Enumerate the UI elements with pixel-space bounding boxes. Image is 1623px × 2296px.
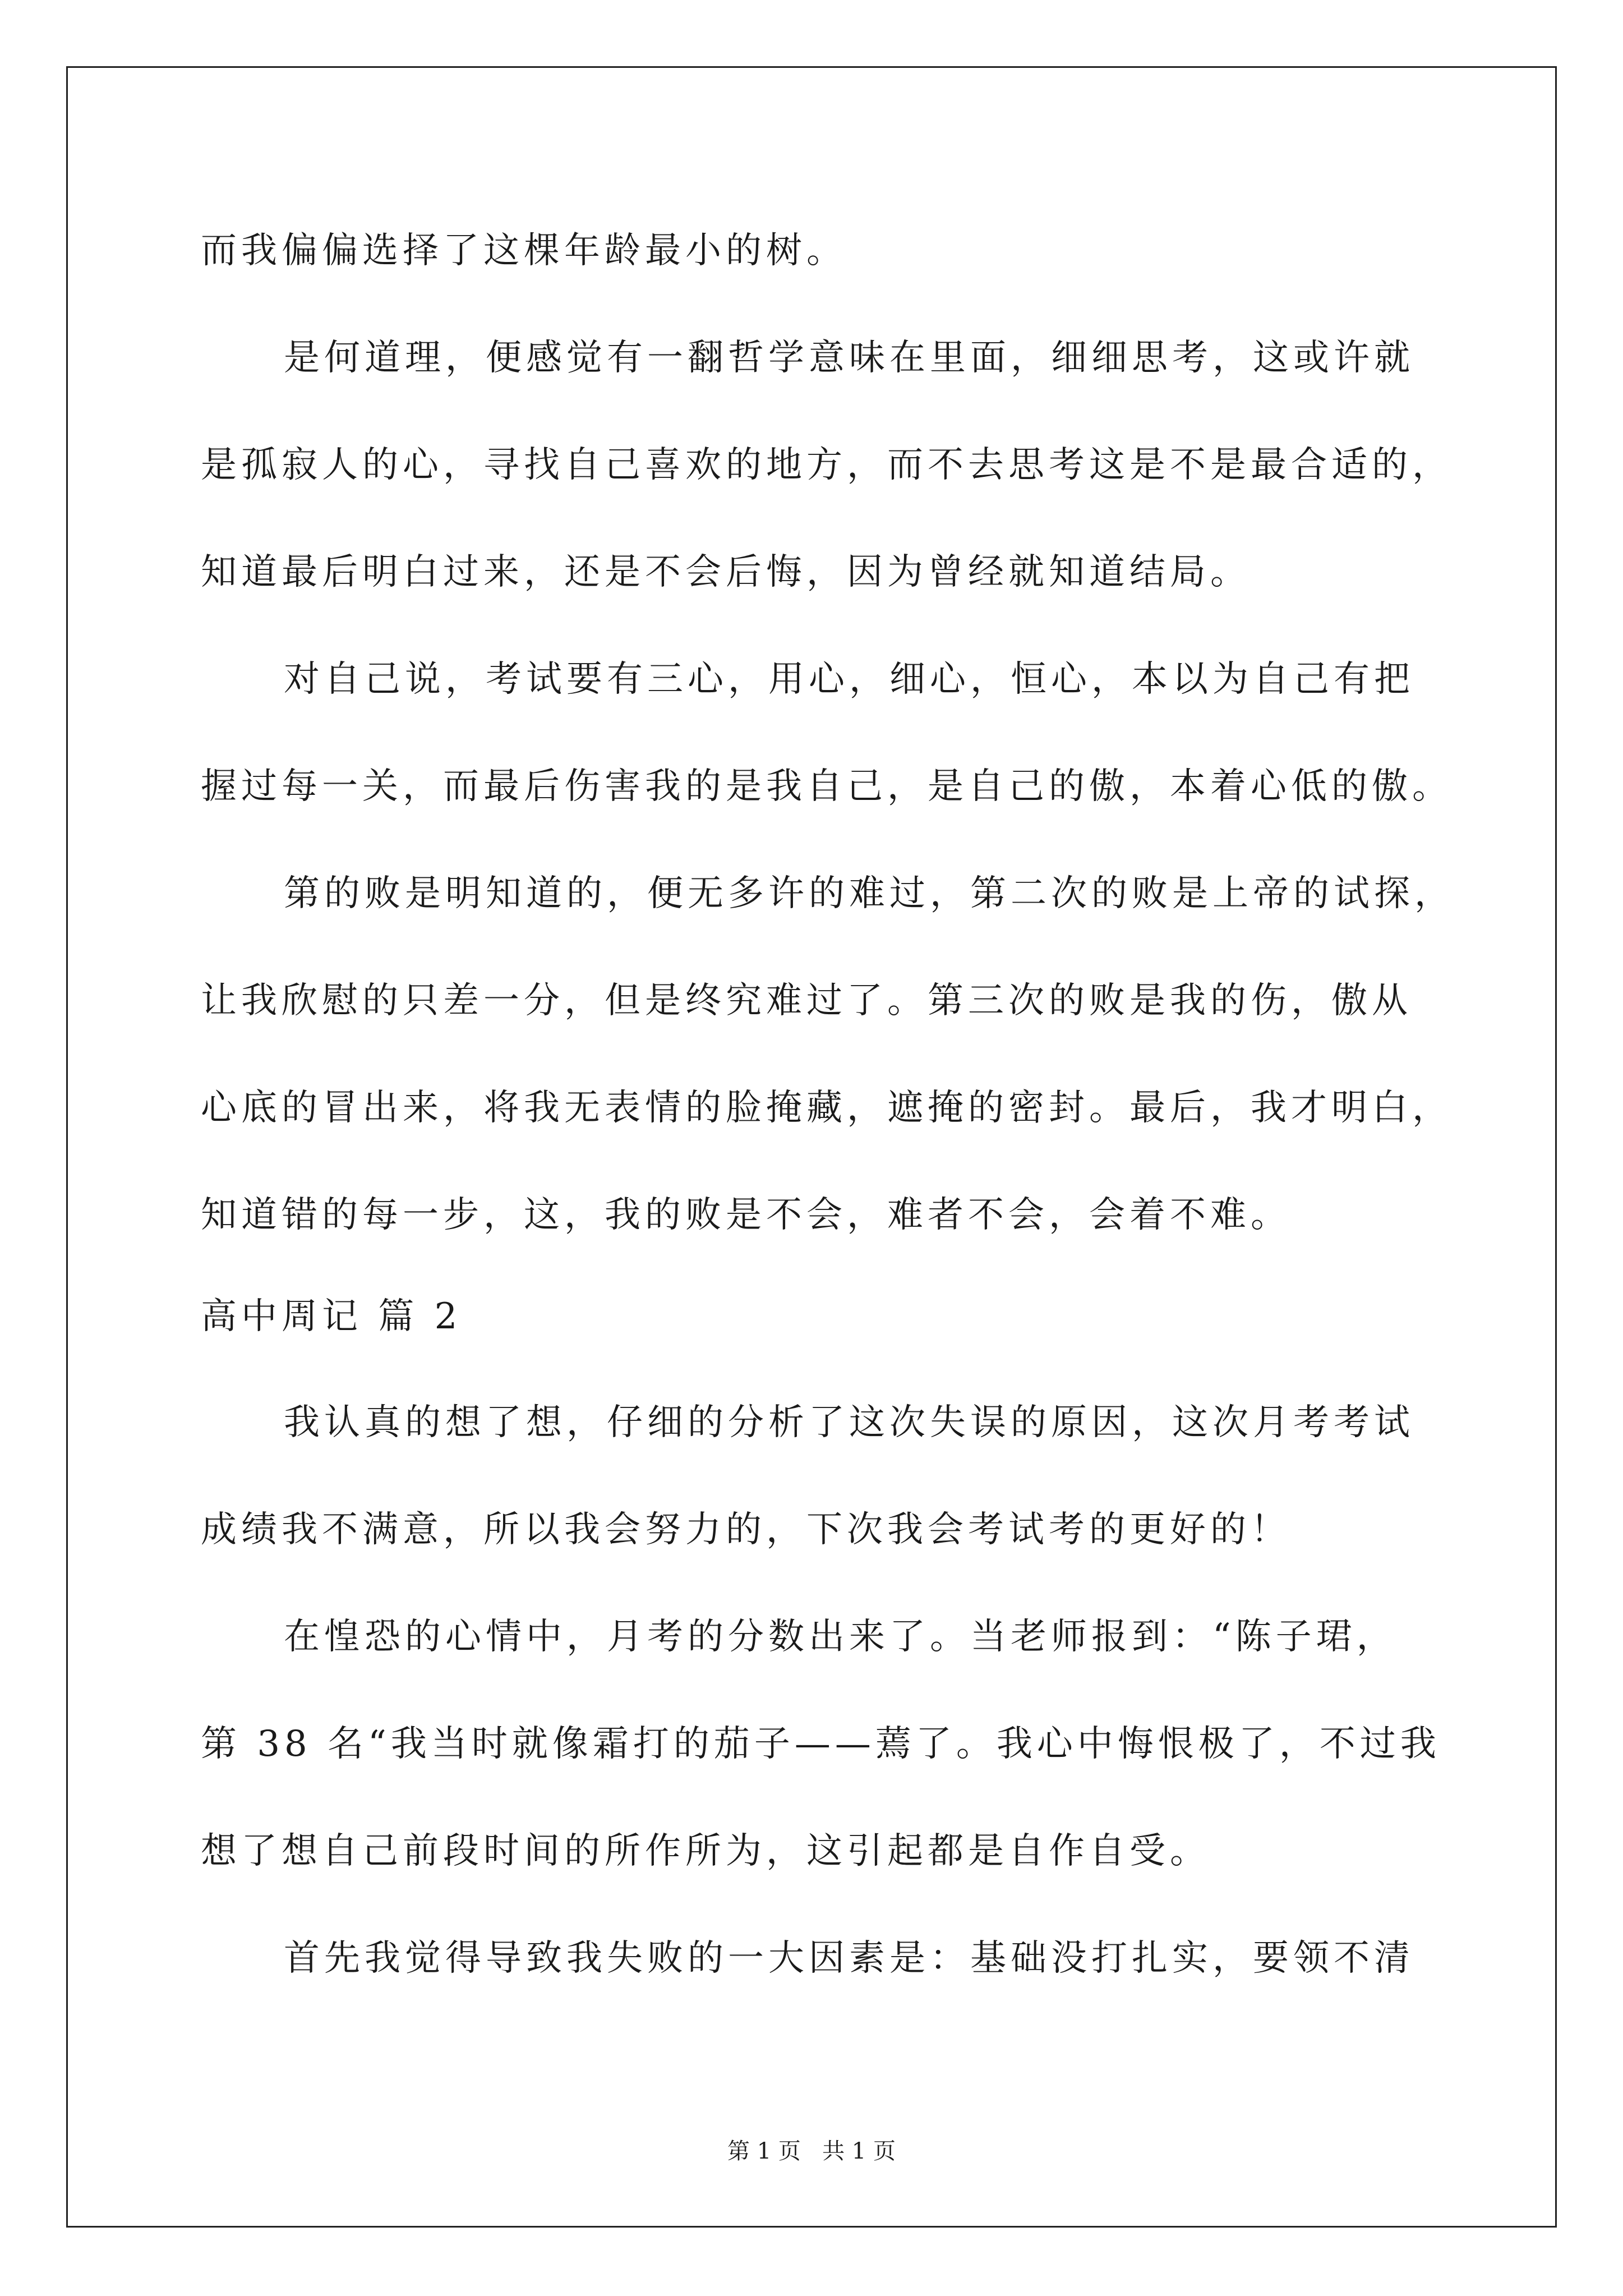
text-line: 是何道理，便感觉有一翻哲学意味在里面，细细思考，这或许就 — [284, 337, 1414, 379]
text-line: 对自己说，考试要有三心，用心，细心，恒心，本以为自己有把 — [284, 659, 1414, 700]
page-border — [66, 66, 1557, 2228]
text-line: 知道最后明白过来，还是不会后悔，因为曾经就知道结局。 — [201, 551, 1251, 593]
section-heading: 高中周记 篇 2 — [201, 1296, 462, 1337]
text-line: 而我偏偏选择了这棵年龄最小的树。 — [201, 230, 847, 272]
text-line: 想了想自己前段时间的所作所为，这引起都是自作自受。 — [201, 1830, 1210, 1872]
text-line: 第 38 名“我当时就像霜打的茄子——蔫了。我心中悔恨极了，不过我 — [201, 1723, 1441, 1765]
text-line: 成绩我不满意，所以我会努力的，下次我会考试考的更好的！ — [201, 1509, 1291, 1550]
text-line: 我认真的想了想，仔细的分析了这次失误的原因，这次月考考试 — [284, 1402, 1414, 1443]
text-line: 握过每一关，而最后伤害我的是我自己，是自己的傲，本着心低的傲。 — [201, 766, 1453, 807]
text-line: 心底的冒出来，将我无表情的脸掩藏，遮掩的密封。最后，我才明白， — [201, 1087, 1453, 1129]
text-line: 让我欣慰的只差一分，但是终究难过了。第三次的败是我的伤，傲从 — [201, 980, 1412, 1022]
text-line: 是孤寂人的心，寻找自己喜欢的地方，而不去思考这是不是最合适的， — [201, 444, 1453, 486]
page-footer: 第 1 页 共 1 页 — [727, 2138, 896, 2164]
text-line: 第的败是明知道的，便无多许的难过，第二次的败是上帝的试探， — [284, 873, 1455, 914]
text-line: 首先我觉得导致我失败的一大因素是：基础没打扎实，要领不清 — [284, 1938, 1414, 1979]
text-line: 知道错的每一步，这，我的败是不会，难者不会，会着不难。 — [201, 1194, 1291, 1236]
text-line: 在惶恐的心情中，月考的分数出来了。当老师报到：“陈子珺， — [284, 1616, 1397, 1658]
